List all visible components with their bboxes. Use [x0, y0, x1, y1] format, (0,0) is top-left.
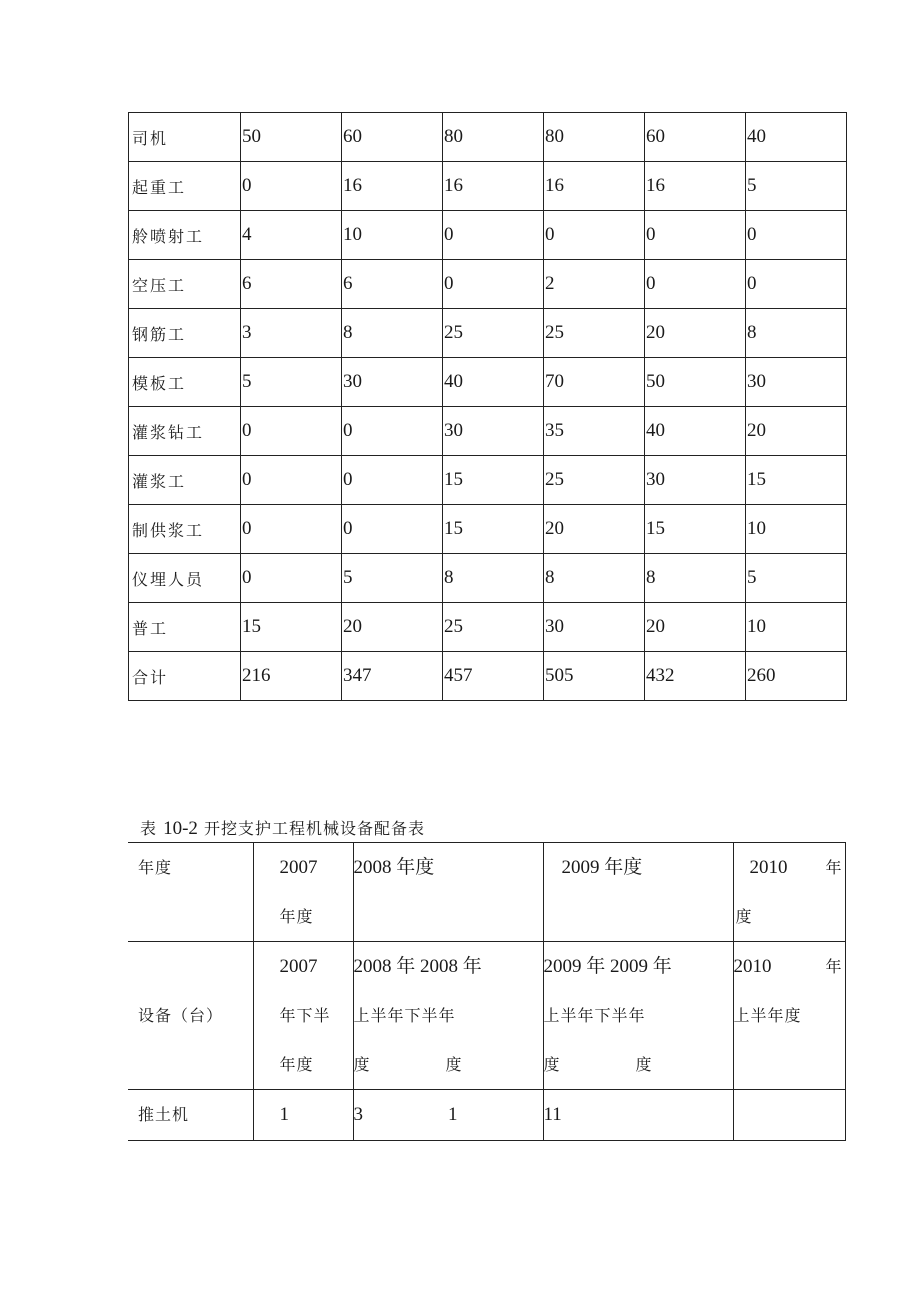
table-cell: 0: [241, 162, 342, 211]
table-cell: 5: [746, 162, 847, 211]
table-cell: 0: [342, 456, 443, 505]
sub-2009-l3a: 度: [543, 1055, 561, 1074]
header-2010-b: 度: [735, 907, 753, 926]
table-row: [129, 652, 847, 701]
table-cell: 10: [746, 603, 847, 652]
table-cell: 260: [746, 652, 847, 701]
row-label: 普工: [129, 603, 241, 652]
table-cell: 30: [544, 603, 645, 652]
table-cell: 30: [443, 407, 544, 456]
row-label: 灌浆钻工: [129, 407, 241, 456]
sub-2009-l3b: 度: [635, 1055, 653, 1074]
sub-2008: [353, 942, 543, 1090]
sub-2009-l1: 2009 年 2009 年: [543, 956, 672, 977]
table-cell: 15: [443, 505, 544, 554]
caption-prefix: 表: [140, 819, 158, 838]
table-cell: 70: [544, 358, 645, 407]
sub-2007-l3: 年度: [279, 1055, 314, 1074]
row-label: 空压工: [129, 260, 241, 309]
table-cell: 80: [544, 113, 645, 162]
row-label: 模板工: [129, 358, 241, 407]
cell-2010-value: [734, 1090, 845, 1139]
table-cell: 0: [746, 260, 847, 309]
table-cell: 20: [342, 603, 443, 652]
table-cell: 16: [544, 162, 645, 211]
table-row: [129, 309, 847, 358]
table-cell: 6: [241, 260, 342, 309]
row-label: 司机: [129, 113, 241, 162]
table-cell: 80: [443, 113, 544, 162]
table-cell: 20: [645, 309, 746, 358]
table-cell: 0: [746, 211, 847, 260]
caption-number: 10-2: [163, 818, 198, 839]
cell-2008-values: [354, 1090, 543, 1139]
sub-2007-l2: 年下半: [279, 1006, 331, 1025]
header-row-years: [128, 843, 845, 942]
table-cell: 6: [342, 260, 443, 309]
table-cell: 216: [241, 652, 342, 701]
sub-2008-l3a: 度: [353, 1055, 371, 1074]
row-label: 起重工: [129, 162, 241, 211]
equipment-table-caption: [140, 816, 425, 840]
row-label: 合计: [129, 652, 241, 701]
table-cell: 30: [342, 358, 443, 407]
equipment-label-cell: [128, 942, 253, 1090]
year-label: 年度: [138, 858, 173, 877]
equipment-label: 设备（台）: [138, 1006, 224, 1025]
sub-2010-num: 2010: [733, 956, 772, 977]
table-row: [129, 456, 847, 505]
table-cell: 0: [342, 407, 443, 456]
sub-2009-l3: [544, 1040, 733, 1089]
table-cell: 60: [645, 113, 746, 162]
table-cell: 20: [544, 505, 645, 554]
table-cell: 25: [443, 309, 544, 358]
header-2008: [353, 843, 543, 942]
cell-2009: [543, 1090, 733, 1141]
header-2008-label: [354, 843, 543, 892]
table-cell: 40: [443, 358, 544, 407]
header-2010-a: 年: [825, 858, 843, 877]
table-row: [129, 358, 847, 407]
year-label-cell: [128, 843, 253, 942]
table-cell: 35: [544, 407, 645, 456]
sub-2007: [253, 942, 353, 1090]
row-label: 灌浆工: [129, 456, 241, 505]
table-row: [129, 162, 847, 211]
row-label-cell: [128, 1090, 253, 1141]
table-cell: 8: [645, 554, 746, 603]
sub-2010-l1: [734, 942, 845, 991]
table-cell: 25: [544, 456, 645, 505]
table-cell: 5: [746, 554, 847, 603]
header-row-halves: [128, 942, 845, 1090]
cell-2008: [353, 1090, 543, 1141]
table-cell: 8: [746, 309, 847, 358]
table-cell: 347: [342, 652, 443, 701]
table-cell: 25: [443, 603, 544, 652]
table-cell: 10: [746, 505, 847, 554]
table-cell: 20: [645, 603, 746, 652]
table-cell: 5: [342, 554, 443, 603]
header-2007-suffix: 年度: [279, 907, 314, 926]
table-row: [129, 260, 847, 309]
table-cell: 432: [645, 652, 746, 701]
table-cell: 0: [645, 211, 746, 260]
table-row: [129, 505, 847, 554]
row-label: 仪埋人员: [129, 554, 241, 603]
sub-2008-l3: [354, 1040, 543, 1089]
table-cell: 0: [241, 456, 342, 505]
table-row: [129, 554, 847, 603]
table-cell: 30: [746, 358, 847, 407]
header-2010-num: 2010: [749, 857, 788, 878]
table-cell: 16: [443, 162, 544, 211]
table-cell: 5: [241, 358, 342, 407]
cell-2008b-value: 1: [448, 1104, 458, 1125]
table-cell: 40: [746, 113, 847, 162]
labor-table-body: [129, 113, 847, 701]
table-cell: 0: [241, 505, 342, 554]
labor-table: [128, 112, 847, 701]
table-cell: 0: [241, 554, 342, 603]
cell-2009-value: 11: [543, 1104, 562, 1125]
cell-2007: [253, 1090, 353, 1141]
sub-2010-a: 年: [825, 957, 843, 976]
sub-2008-l2: 上半年下半年: [353, 1006, 456, 1025]
table-cell: 0: [443, 211, 544, 260]
equipment-table: [128, 842, 846, 1141]
table-row: [129, 407, 847, 456]
table-cell: 2: [544, 260, 645, 309]
table-cell: 15: [241, 603, 342, 652]
table-cell: 3: [241, 309, 342, 358]
sub-2009: [543, 942, 733, 1090]
table-cell: 50: [645, 358, 746, 407]
header-2007: [253, 843, 353, 942]
sub-2008-l1: 2008 年 2008 年: [353, 956, 482, 977]
table-cell: 15: [443, 456, 544, 505]
cell-2008a-value: 3: [353, 1104, 363, 1125]
header-2010-line1: [734, 843, 845, 892]
table-cell: 15: [746, 456, 847, 505]
row-label: 制供浆工: [129, 505, 241, 554]
header-2009: [543, 843, 733, 942]
row-label: 舲喷射工: [129, 211, 241, 260]
sub-2008-l3b: 度: [445, 1055, 463, 1074]
header-2008-text: 2008 年度: [353, 857, 435, 878]
header-2007-num: 2007: [279, 857, 318, 878]
table-cell: 0: [342, 505, 443, 554]
table-cell: 60: [342, 113, 443, 162]
table-cell: 457: [443, 652, 544, 701]
table-cell: 20: [746, 407, 847, 456]
sub-2010-l2: 上半年度: [733, 1006, 802, 1025]
table-cell: 25: [544, 309, 645, 358]
table-row: [129, 603, 847, 652]
table-cell: 505: [544, 652, 645, 701]
header-2009-label: [544, 843, 733, 892]
table-cell: 16: [645, 162, 746, 211]
table-row: [128, 1090, 845, 1141]
table-cell: 0: [241, 407, 342, 456]
table-cell: 40: [645, 407, 746, 456]
table-cell: 10: [342, 211, 443, 260]
table-cell: 16: [342, 162, 443, 211]
table-cell: 50: [241, 113, 342, 162]
row-label: 钢筋工: [129, 309, 241, 358]
table-row: [129, 113, 847, 162]
header-2010: [733, 843, 845, 942]
table-cell: 30: [645, 456, 746, 505]
table-cell: 0: [443, 260, 544, 309]
table-cell: 4: [241, 211, 342, 260]
table-cell: 0: [544, 211, 645, 260]
table-cell: 8: [544, 554, 645, 603]
sub-2007-num: 2007: [279, 956, 318, 977]
row-label: 推土机: [138, 1105, 190, 1124]
table-row: [129, 211, 847, 260]
caption-text: 开挖支护工程机械设备配备表: [204, 819, 426, 838]
table-cell: 0: [645, 260, 746, 309]
table-cell: 8: [443, 554, 544, 603]
table-cell: 15: [645, 505, 746, 554]
sub-2010: [733, 942, 845, 1090]
sub-2009-l2: 上半年下半年: [543, 1006, 646, 1025]
table-cell: 8: [342, 309, 443, 358]
cell-2007-value: 1: [279, 1104, 289, 1125]
cell-2010: [733, 1090, 845, 1141]
header-2009-text: 2009 年度: [561, 857, 643, 878]
